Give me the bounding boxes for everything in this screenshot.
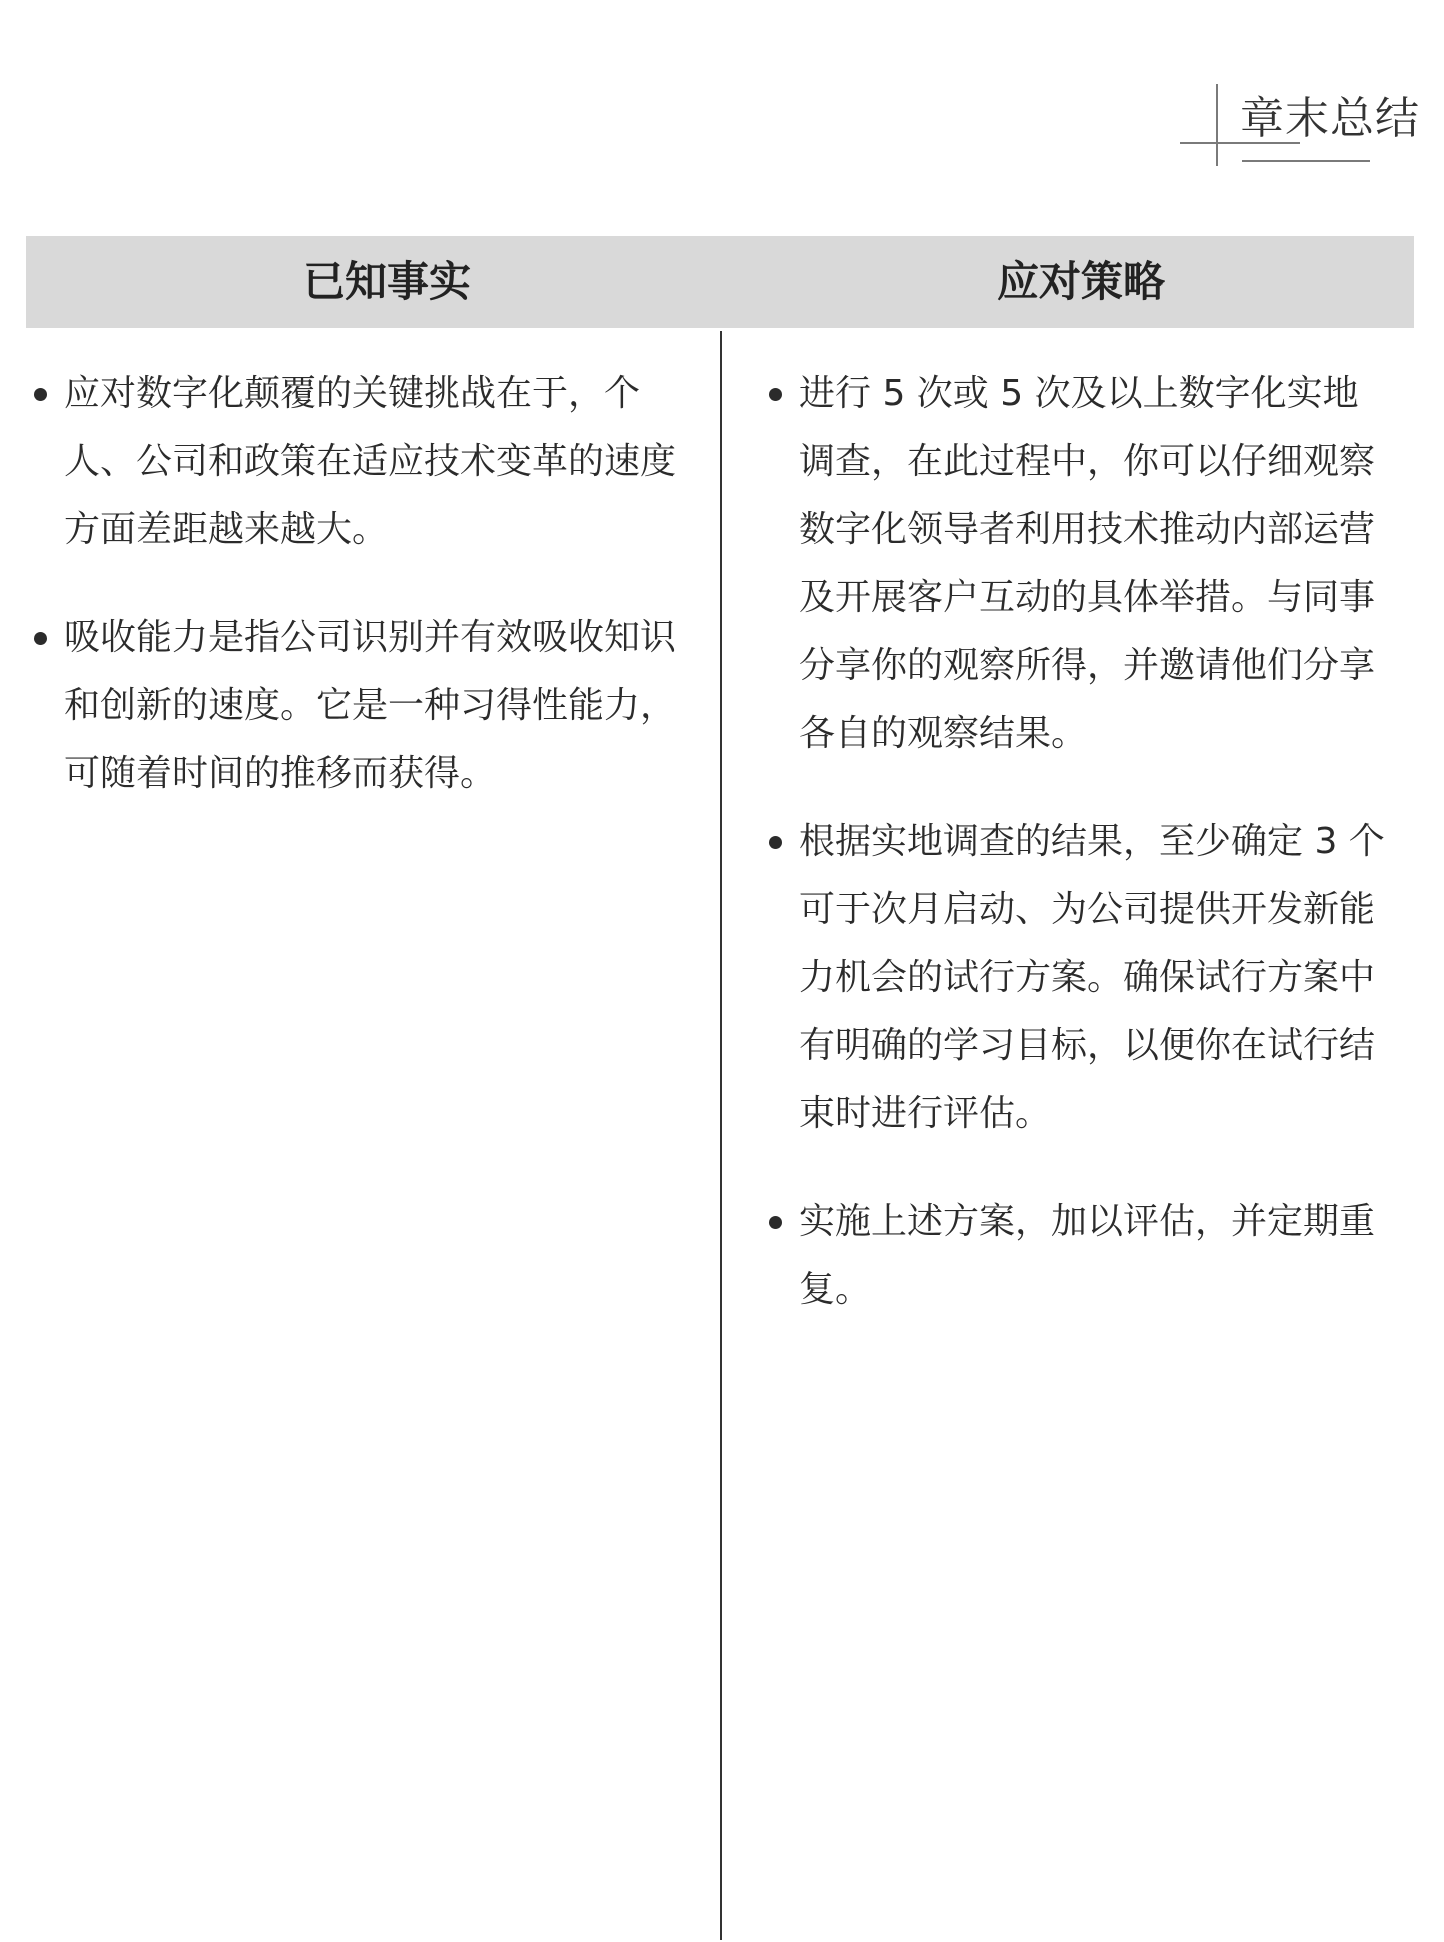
bullet-dot-icon (34, 388, 47, 401)
known-fact-text: 吸收能力是指公司识别并有效吸收知识和创新的速度。它是一种习得性能力，可随着时间的推移而获得。 (64, 617, 677, 794)
strategy-item (765, 360, 1394, 768)
marker-underline (1242, 160, 1370, 162)
bullet-dot-icon (769, 1216, 782, 1229)
known-fact-text: 应对数字化颠覆的关键挑战在于，个人、公司和政策在适应技术变革的速度方面差距越来越大。 (64, 373, 677, 550)
known-fact-item (30, 360, 704, 564)
known-fact-item (30, 604, 704, 808)
strategy-item (765, 808, 1394, 1148)
table-header (26, 236, 1414, 328)
bullet-dot-icon (769, 836, 782, 849)
section-title: 章末总结 (1240, 93, 1420, 144)
strategies-column (765, 360, 1385, 1364)
strategies-header: 应对策略 (996, 257, 1165, 306)
strategy-text: 实施上述方案，加以评估，并定期重复。 (799, 1201, 1376, 1310)
strategy-text: 进行 5 次或 5 次及以上数字化实地调查，在此过程中，你可以仔细观察数字化领导者利用技术推动内部运营及开展客户互动的具体举措。与同事分享你的观察所得，并邀请他们分享各自的观察结果。 (799, 373, 1376, 754)
strategy-text: 根据实地调查的结果，至少确定 3 个可于次月启动、为公司提供开发新能力机会的试行方案。确保试行方案中有明确的学习目标，以便你在试行结束时进行评估。 (799, 821, 1385, 1134)
known-facts-header: 已知事实 (302, 257, 471, 306)
known-facts-column (30, 360, 680, 848)
bullet-dot-icon (769, 388, 782, 401)
bullet-dot-icon (34, 632, 47, 645)
column-divider (720, 331, 722, 1940)
section-marker (1180, 80, 1420, 170)
strategy-item (765, 1188, 1394, 1324)
marker-vertical-line (1216, 84, 1218, 166)
